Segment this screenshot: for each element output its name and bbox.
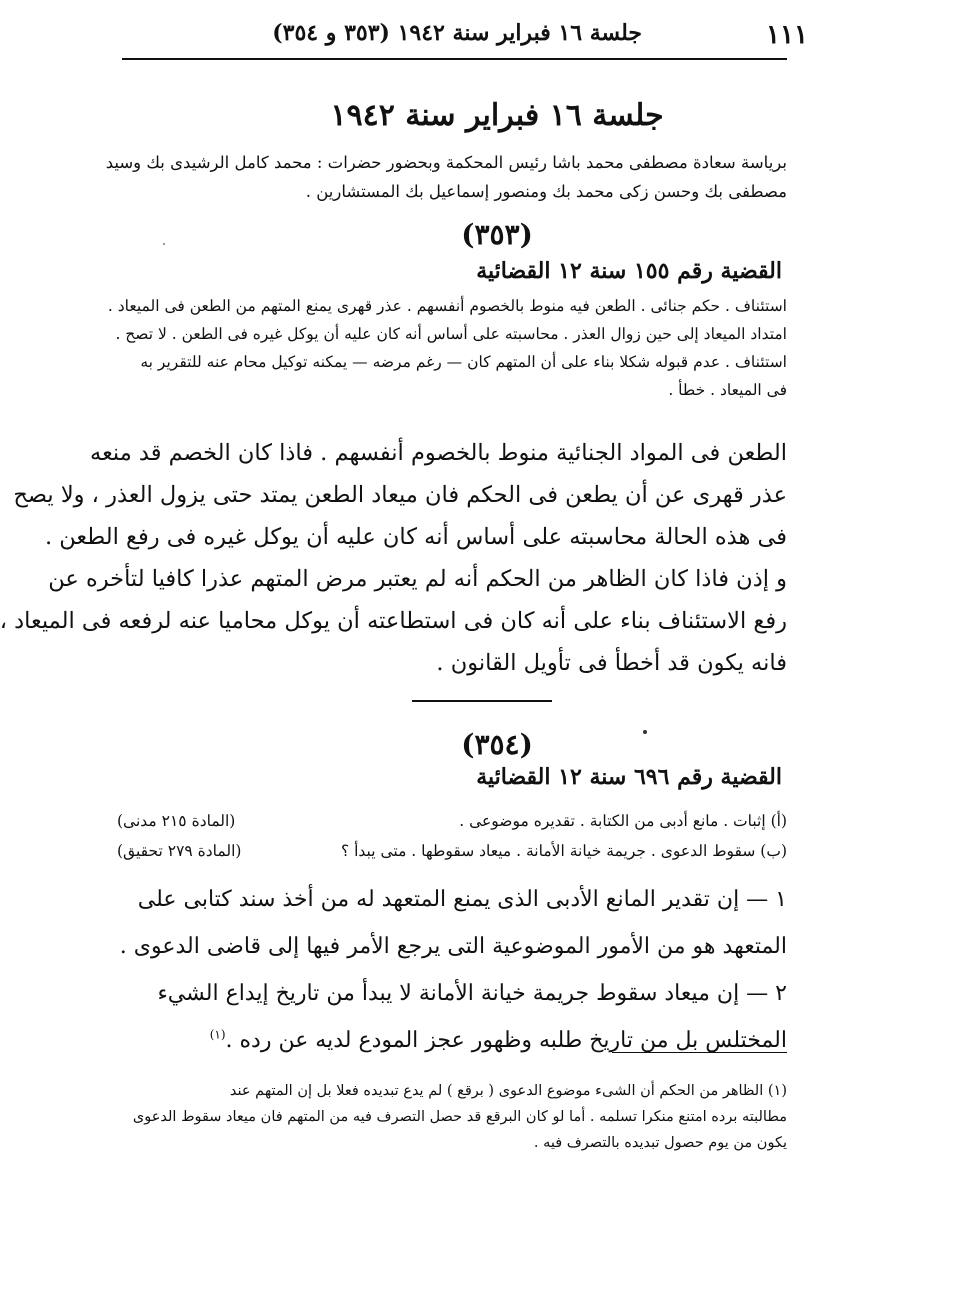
footnote-line: يكون من يوم حصول تبديده بالتصرف فيه .	[533, 1135, 787, 1151]
case-353-body	[0, 432, 787, 684]
footnote	[117, 1078, 787, 1156]
footnote-line: مطالبته برده امتنع منكرا تسلمه . أما لو كان البرقع قد حصل التصرف فيه من المتهم فان ميعاد سقوط الدعوى	[132, 1109, 787, 1125]
case-353-case-no: القضية رقم ١٥٥ سنة ١٢ القضائية	[476, 258, 782, 284]
principle-line: ٢ — إن ميعاد سقوط جريمة خيانة الأمانة لا يبدأ من تاريخ إيداع الشيء	[157, 981, 787, 1006]
body-line: رفع الاستئناف بناء على أنه كان فى استطاعته أن يوكل محاميا عنه لرفعه فى الميعاد ،	[0, 608, 787, 634]
presidency-line: برياسة سعادة مصطفى محمد باشا رئيس المحكمة وبحضور حضرات : محمد كامل الرشيدى بك وسيد	[105, 153, 787, 172]
summary-line: امتداد الميعاد إلى حين زوال العذر . محاسبته على أساس أنه كان عليه أن يوكل غيره فى الطعن . لا تصح .	[115, 325, 787, 343]
section-separator	[412, 700, 552, 702]
principle-line-text: المختلس بل من تاريخ طلبه وظهور عجز المودع لديه عن رده .	[225, 1028, 787, 1053]
principle-line: ١ — إن تقدير المانع الأدبى الذى يمنع المتعهد له من أخذ سند كتابى على	[137, 887, 787, 912]
body-line: عذر قهرى عن أن يطعن فى الحكم فان ميعاد الطعن يمتد حتى يزول العذر ، ولا يصح	[13, 482, 787, 508]
ground-article: (المادة ٢٧٩ تحقيق)	[117, 842, 242, 860]
principle-line	[117, 1017, 787, 1064]
case-354-grounds	[117, 806, 787, 866]
body-line: و إذن فاذا كان الظاهر من الحكم أنه لم يعتبر مرض المتهم عذرا كافيا لتأخره عن	[48, 566, 787, 592]
print-speck	[163, 243, 165, 245]
presidency-line: مصطفى بك وحسن زكى محمد بك ومنصور إسماعيل بك المستشارين .	[305, 182, 787, 201]
ground-row	[117, 806, 787, 836]
ground-article: (المادة ٢١٥ مدنى)	[117, 812, 236, 830]
ground-text: (ب) سقوط الدعوى . جريمة خيانة الأمانة . ميعاد سقوطها . متى يبدأ ؟	[340, 842, 787, 860]
presidency-text	[105, 148, 787, 206]
running-title: جلسة ١٦ فبراير سنة ١٩٤٢ (٣٥٣ و ٣٥٤)	[272, 20, 642, 46]
body-line: فانه يكون قد أخطأ فى تأويل القانون .	[436, 650, 787, 676]
body-line: فى هذه الحالة محاسبته على أساس أنه كان عليه أن يوكل غيره فى رفع الطعن .	[44, 524, 787, 550]
footnote-line: (١) الظاهر من الحكم أن الشىء موضوع الدعوى ( برقع ) لم يدع تبديده فعلا بل إن المتهم عند	[229, 1083, 787, 1099]
case-353-summary	[107, 292, 787, 404]
case-354-case-no: القضية رقم ٦٩٦ سنة ١٢ القضائية	[476, 764, 782, 790]
summary-line: استئناف . عدم قبوله شكلا بناء على أن المتهم كان — رغم مرضه — يمكنه توكيل محام عنه للتقرير به	[140, 353, 787, 371]
ground-text: (أ) إثبات . مانع أدبى من الكتابة . تقديره موضوعى .	[459, 812, 787, 830]
summary-line: فى الميعاد . خطأ .	[668, 381, 787, 399]
summary-line: استئناف . حكم جنائى . الطعن فيه منوط بالخصوم أنفسهم . عذر قهرى يمنع المتهم من الطعن فى الميعاد .	[107, 297, 787, 315]
footnote-reference[interactable]: (١)	[209, 1027, 226, 1042]
session-title: جلسة ١٦ فبراير سنة ١٩٤٢	[330, 98, 664, 133]
page-number: ١١١	[766, 20, 808, 50]
case-353-number: (٣٥٣)	[461, 218, 533, 251]
body-line: الطعن فى المواد الجنائية منوط بالخصوم أنفسهم . فاذا كان الخصم قد منعه	[90, 440, 787, 466]
case-354-principles	[117, 876, 787, 1064]
principle-line: المتعهد هو من الأمور الموضوعية التى يرجع الأمر فيها إلى قاضى الدعوى .	[119, 934, 787, 959]
header-rule	[122, 58, 787, 60]
ground-row	[117, 836, 787, 866]
footnote-rule	[612, 1052, 787, 1053]
case-354-number: (٣٥٤)	[461, 728, 533, 761]
